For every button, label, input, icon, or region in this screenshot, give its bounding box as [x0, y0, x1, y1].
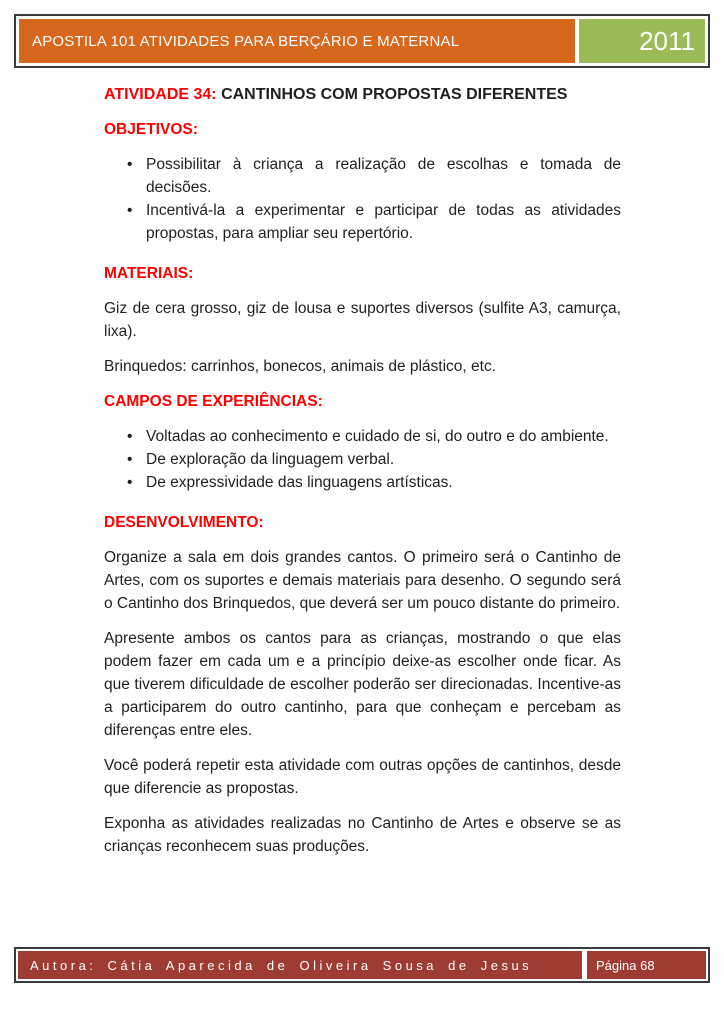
year-badge — [579, 19, 705, 63]
footer-page-box — [587, 951, 706, 979]
paragraph: Brinquedos: carrinhos, bonecos, animais de plástico, etc. — [104, 358, 497, 375]
paragraph: Exponha as atividades realizadas no Cantinho de Artes e observe se as crianças reconhecem suas produções. — [104, 815, 621, 855]
campos-list — [104, 425, 621, 494]
section-heading-desenvolvimento: DESENVOLVIMENTO: — [104, 514, 264, 531]
list-item — [104, 199, 621, 245]
activity-name: CANTINHOS COM PROPOSTAS DIFERENTES — [221, 86, 568, 103]
section-heading-campos: CAMPOS DE EXPERIÊNCIAS: — [104, 393, 323, 410]
bullet-icon: • — [127, 474, 133, 491]
section-heading-objetivos: OBJETIVOS: — [104, 121, 198, 138]
list-item — [104, 448, 621, 471]
objetivos-list — [104, 153, 621, 245]
list-item-text: De exploração da linguagem verbal. — [146, 451, 395, 468]
bullet-icon: • — [127, 202, 133, 219]
paragraph: Você poderá repetir esta atividade com outras opções de cantinhos, desde que diferencie as propostas. — [104, 757, 621, 797]
list-item — [104, 425, 621, 448]
footer-author-box — [18, 951, 582, 979]
header-bar — [14, 14, 710, 68]
bullet-icon: • — [127, 156, 133, 173]
year-label: 2011 — [639, 25, 695, 56]
paragraph: Giz de cera grosso, giz de lousa e suportes diversos (sulfite A3, camurça, lixa). — [104, 300, 621, 340]
list-item-text: De expressividade das linguagens artísticas. — [146, 474, 453, 491]
list-item-text: Incentivá-la a experimentar e participar de todas as atividades propostas, para ampliar seu repertório. — [146, 202, 621, 242]
footer-page-number: Página 68 — [596, 957, 655, 973]
list-item — [104, 153, 621, 199]
activity-title — [104, 83, 621, 106]
bullet-icon: • — [127, 428, 133, 445]
list-item-text: Possibilitar à criança a realização de escolhas e tomada de decisões. — [146, 156, 621, 196]
paragraph: Apresente ambos os cantos para as crianças, mostrando o que elas podem fazer em cada um e a princípio deixe-as escolher onde ficar. As que tiverem dificuldade de escolher poderão ser direcionadas. Incentive-as a participarem do outro cantinho, para que conheçam e percebam as diferenças entre eles. — [104, 630, 621, 739]
footer-author-text: Autora: Cátia Aparecida de Oliveira Sousa de Jesus — [30, 957, 533, 973]
document-title: APOSTILA 101 ATIVIDADES PARA BERÇÁRIO E MATERNAL — [32, 32, 460, 50]
activity-number-label: ATIVIDADE 34: — [104, 86, 217, 103]
section-heading-materiais: MATERIAIS: — [104, 265, 194, 282]
list-item — [104, 471, 621, 494]
bullet-icon: • — [127, 451, 133, 468]
header-title-box — [19, 19, 575, 63]
footer-bar — [14, 947, 710, 983]
list-item-text: Voltadas ao conhecimento e cuidado de si, do outro e do ambiente. — [146, 428, 609, 445]
paragraph: Organize a sala em dois grandes cantos. O primeiro será o Cantinho de Artes, com os suportes e demais materiais para desenho. O segundo será o Cantinho dos Brinquedos, que deverá ser um pouco distante do primeiro. — [104, 549, 621, 612]
page-content — [104, 83, 621, 870]
